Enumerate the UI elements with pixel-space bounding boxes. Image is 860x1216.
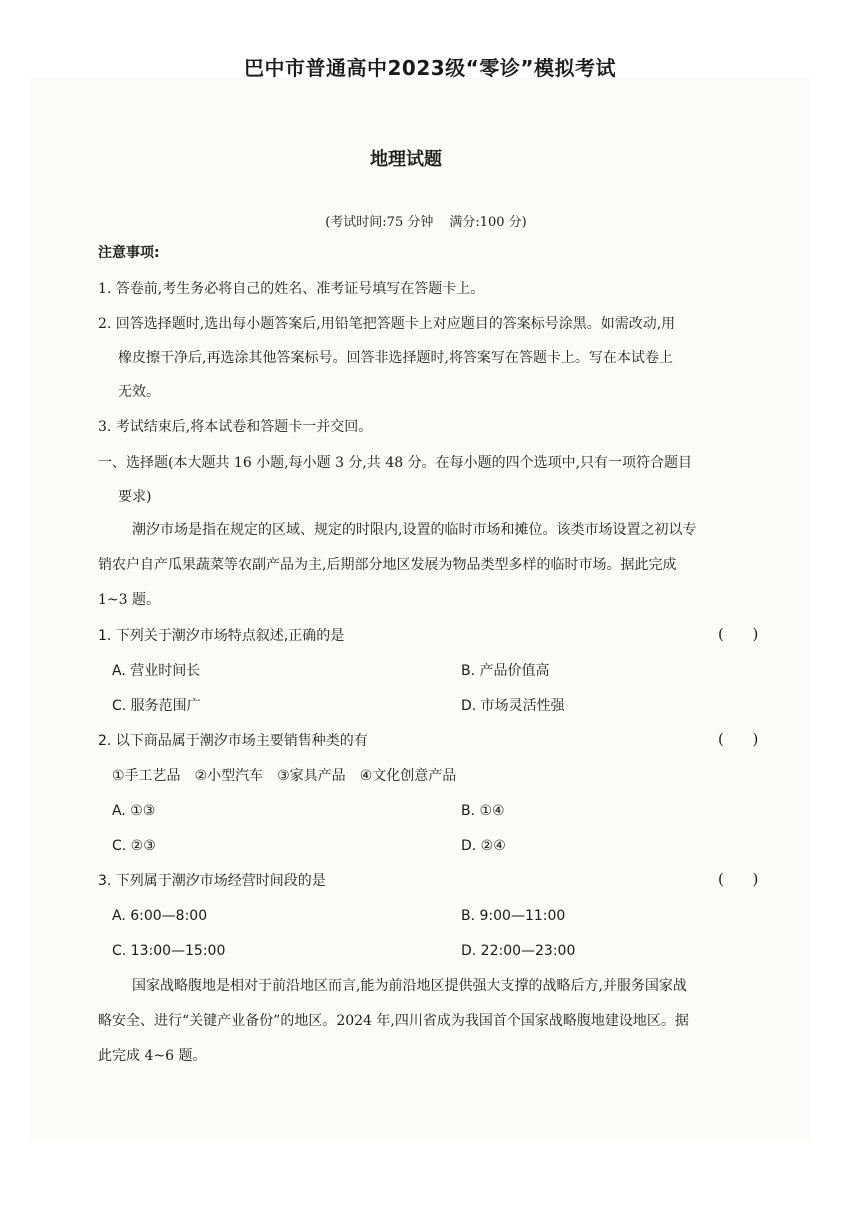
section-1-heading-line-1: 一、选择题(本大题共 16 小题,每小题 3 分,共 48 分。在每小题的四个选项中,只有一项符合题目 — [98, 455, 693, 471]
passage-2-line-1: 国家战略腹地是相对于前沿地区而言,能为前沿地区提供强大支撑的战略后方,并服务国家战 — [132, 978, 687, 994]
question-2-stem: 2. 以下商品属于潮汐市场主要销售种类的有 — [98, 733, 368, 749]
question-2-item-1: ①手工艺品 — [112, 768, 181, 784]
question-2-option-a: A. ①③ — [112, 803, 156, 819]
notice-item-2-line-1: 2. 回答选择题时,选出每小题答案后,用铅笔把答题卡上对应题目的答案标号涂黑。如需改动,用 — [98, 316, 676, 332]
exam-time: (考试时间:75 分钟 — [325, 215, 434, 230]
question-3-stem: 3. 下列属于潮汐市场经营时间段的是 — [98, 873, 326, 889]
subject-title: 地理试题 — [370, 149, 442, 170]
question-2-items — [112, 766, 470, 786]
passage-2-line-3: 此完成 4~6 题。 — [98, 1048, 207, 1064]
question-2-answer-paren: ( ) — [718, 730, 759, 748]
question-2-option-c: C. ②③ — [112, 838, 156, 854]
question-2-option-d: D. ②④ — [461, 838, 506, 854]
passage-1-line-3: 1~3 题。 — [98, 592, 160, 608]
question-3-option-c: C. 13:00—15:00 — [112, 943, 226, 959]
question-1-answer-paren: ( ) — [718, 625, 759, 643]
question-1-stem: 1. 下列关于潮汐市场特点叙述,正确的是 — [98, 628, 345, 644]
notice-item-2-line-2: 橡皮擦干净后,再选涂其他答案标号。回答非选择题时,将答案写在答题卡上。写在本试卷上 — [118, 350, 673, 366]
notice-item-1: 1. 答卷前,考生务必将自己的姓名、准考证号填写在答题卡上。 — [98, 281, 485, 297]
question-1-option-a: A. 营业时间长 — [112, 663, 201, 679]
section-1-heading-line-2: 要求) — [118, 489, 152, 505]
question-1-option-c: C. 服务范围广 — [112, 698, 201, 714]
question-1-option-d: D. 市场灵活性强 — [461, 698, 565, 714]
question-3-option-a: A. 6:00—8:00 — [112, 908, 208, 924]
exam-score: 满分:100 分) — [449, 215, 527, 230]
question-2-item-3: ③家具产品 — [277, 768, 346, 784]
question-2-item-2: ②小型汽车 — [194, 768, 264, 784]
notice-item-2-line-3: 无效。 — [118, 384, 160, 400]
question-1-option-b: B. 产品价值高 — [461, 663, 550, 679]
question-2-option-b: B. ①④ — [461, 803, 505, 819]
notice-heading: 注意事项: — [98, 245, 160, 261]
exam-title: 巴中市普通高中2023级“零诊”模拟考试 — [244, 56, 616, 80]
passage-2-line-2: 略安全、进行“关键产业备份”的地区。2024 年,四川省成为我国首个国家战略腹地建设地区。据 — [98, 1013, 689, 1029]
question-2-item-4: ④文化创意产品 — [359, 768, 457, 784]
question-3-option-b: B. 9:00—11:00 — [461, 908, 566, 924]
passage-1-line-2: 销农户自产瓜果蔬菜等农副产品为主,后期部分地区发展为物品类型多样的临时市场。据此完成 — [98, 557, 677, 573]
question-3-answer-paren: ( ) — [718, 870, 759, 888]
notice-item-3: 3. 考试结束后,将本试卷和答题卡一并交回。 — [98, 419, 373, 435]
passage-1-line-1: 潮汐市场是指在规定的区域、规定的时限内,设置的临时市场和摊位。该类市场设置之初以专 — [132, 522, 697, 538]
exam-info — [0, 211, 852, 230]
question-3-option-d: D. 22:00—23:00 — [461, 943, 576, 959]
